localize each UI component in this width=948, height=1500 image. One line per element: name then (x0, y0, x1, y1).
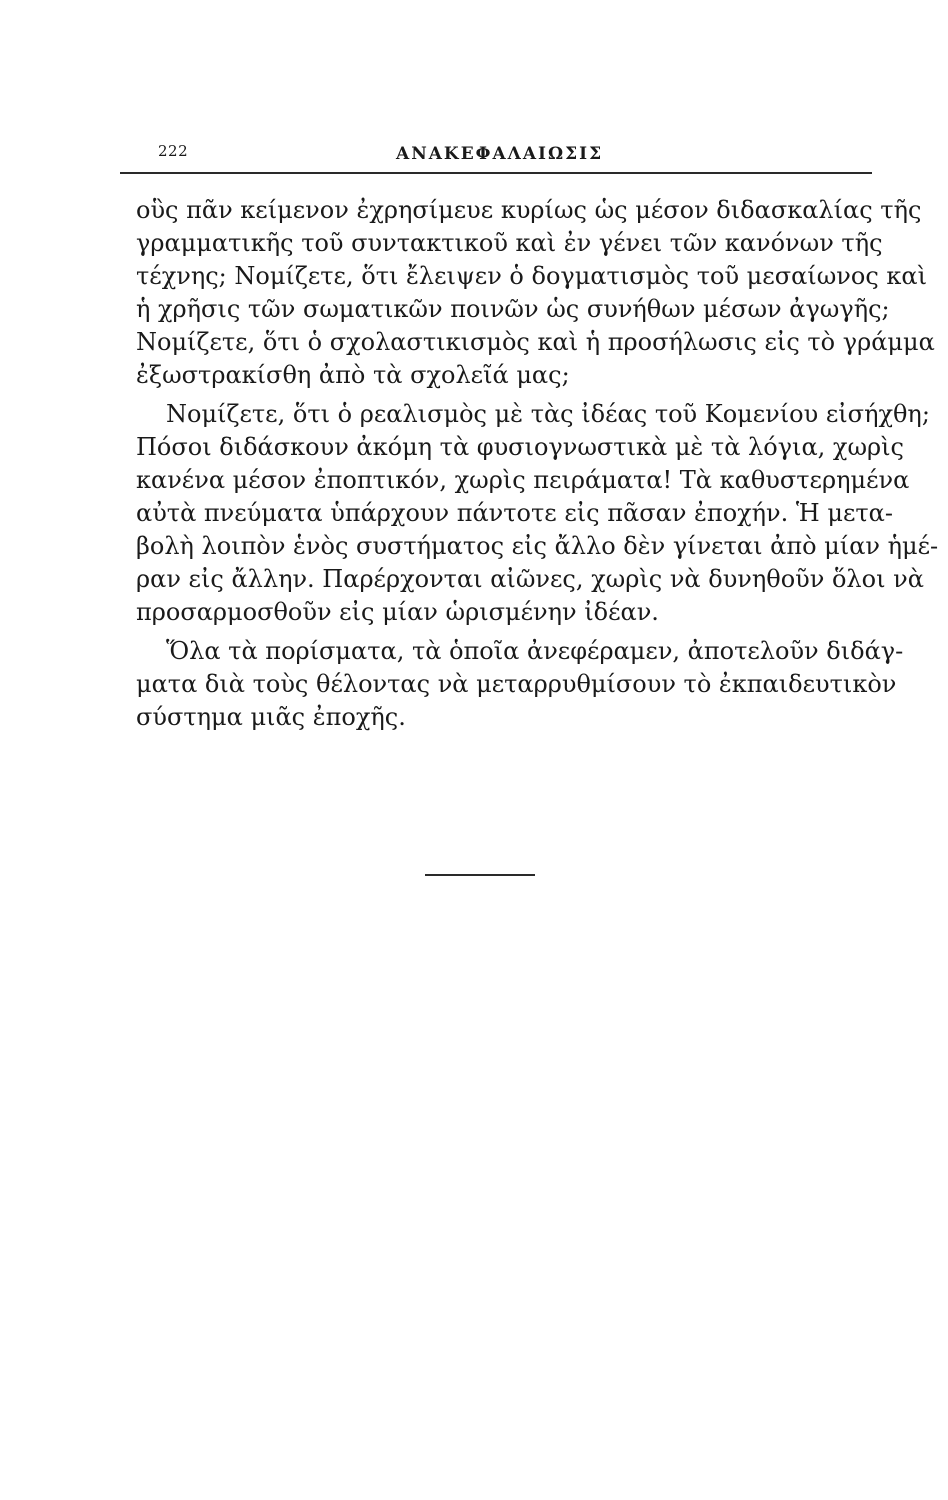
text-line: ἡ χρῆσις τῶν σωματικῶν ποινῶν ὡς συνήθων μέσων ἀγωγῆς; (136, 295, 890, 323)
end-of-chapter-rule (425, 874, 535, 876)
text-line: αὐτὰ πνεύματα ὑπάρχουν πάντοτε εἰς πᾶσαν ἐποχήν. Ἡ μετα- (136, 499, 893, 527)
text-line: Νομίζετε, ὅτι ὁ σχολαστικισμὸς καὶ ἡ προσήλωσις εἰς τὸ γράμμα (136, 328, 935, 356)
text-line: ἐξωστρακίσθη ἀπὸ τὰ σχολεῖά μας; (136, 361, 570, 389)
text-line: Πόσοι διδάσκουν ἀκόμη τὰ φυσιογνωστικὰ μὲ τὰ λόγια, χωρὶς (136, 433, 904, 461)
paragraph-2 (136, 398, 939, 629)
text-line: γραμματικῆς τοῦ συντακτικοῦ καὶ ἐν γένει τῶν κανόνων τῆς (136, 229, 883, 257)
text-line: Νομίζετε, ὅτι ὁ ρεαλισμὸς μὲ τὰς ἰδέας τοῦ Κομενίου εἰσήχθη; (166, 400, 930, 428)
text-line: κανένα μέσον ἐποπτικόν, χωρὶς πειράματα! Τὰ καθυστερημένα (136, 466, 910, 494)
text-line: ραν εἰς ἄλλην. Παρέρχονται αἰῶνες, χωρὶς νὰ δυνηθοῦν ὅλοι νὰ (136, 565, 924, 593)
body-text (136, 194, 939, 740)
running-head (120, 138, 872, 174)
paragraph-3 (136, 635, 904, 734)
text-line: οὓς πᾶν κείμενον ἐχρησίμευε κυρίως ὡς μέσον διδασκαλίας τῆς (136, 196, 922, 224)
text-line: σύστημα μιᾶς ἐποχῆς. (136, 703, 406, 731)
text-line: βολὴ λοιπὸν ἑνὸς συστήματος εἰς ἄλλο δὲν γίνεται ἀπὸ μίαν ἡμέ- (136, 532, 939, 560)
page-number: 222 (158, 142, 189, 160)
paragraph-1 (136, 194, 935, 392)
text-line: ματα διὰ τοὺς θέλοντας νὰ μεταρρυθμίσουν τὸ ἐκπαιδευτικὸν (136, 670, 897, 698)
running-title: ΑΝΑΚΕΦΑΛΑΙΩΣΙΣ (396, 144, 604, 164)
text-line: προσαρμοσθοῦν εἰς μίαν ὡρισμένην ἰδέαν. (136, 598, 659, 626)
text-line: τέχνης; Νομίζετε, ὅτι ἔλειψεν ὁ δογματισμὸς τοῦ μεσαίωνος καὶ (136, 262, 928, 290)
text-line: Ὅλα τὰ πορίσματα, τὰ ὁποῖα ἀνεφέραμεν, ἀποτελοῦν διδάγ- (166, 637, 904, 665)
